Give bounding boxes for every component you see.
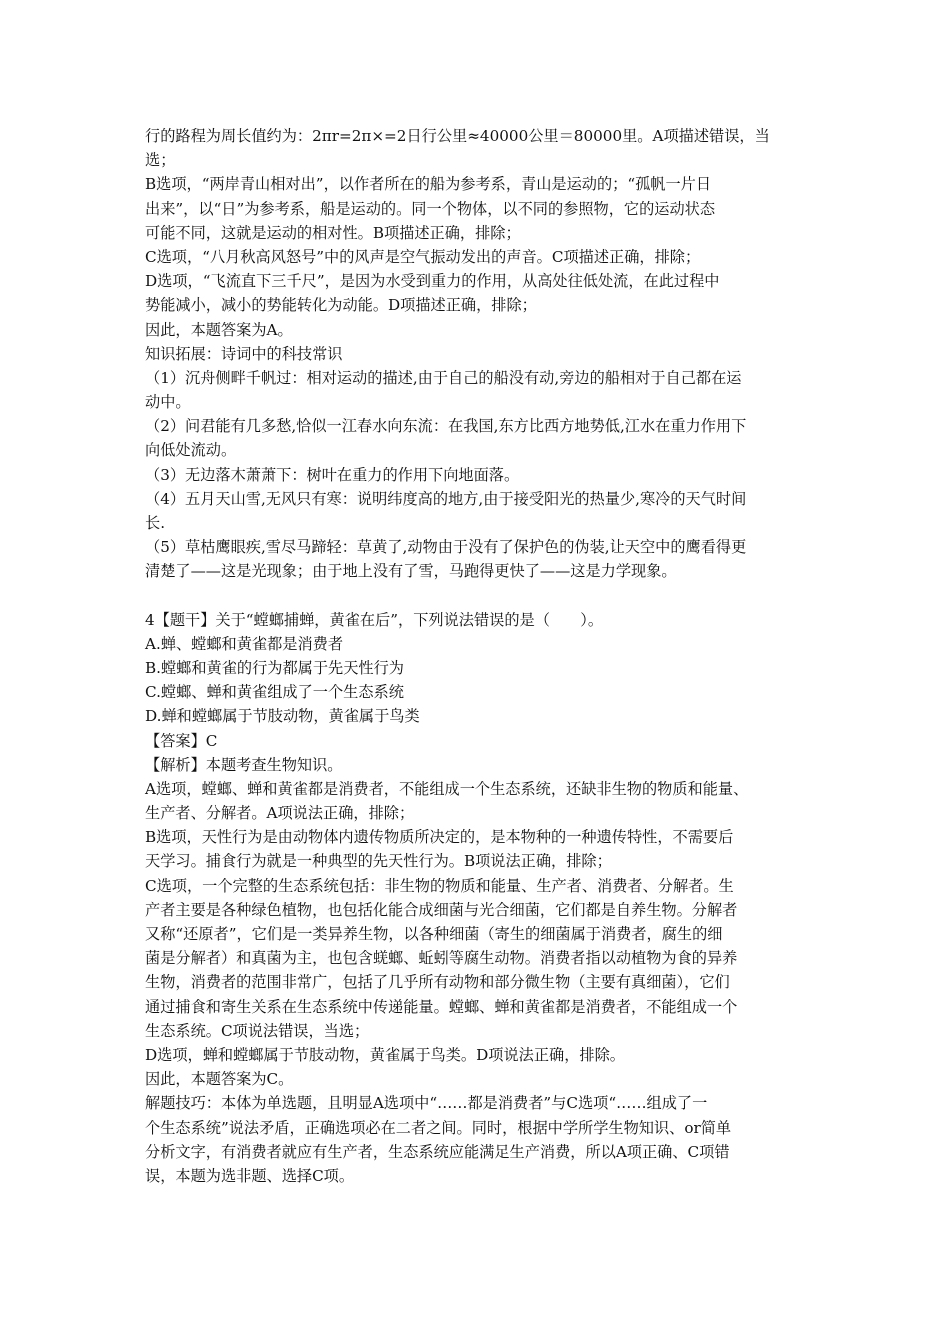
- text-line: 分析文字，有消费者就应有生产者，生态系统应能满足生产消费，所以A项正确、C项错: [145, 1142, 730, 1161]
- text-line: 可能不同，这就是运动的相对性。B项描述正确，排除；: [145, 223, 521, 242]
- analysis-heading: 【解析】本题考查生物知识。: [145, 755, 343, 774]
- text-line: 通过捕食和寄生关系在生态系统中传递能量。螳螂、蝉和黄雀都是消费者，不能组成一个: [145, 997, 738, 1016]
- text-line: B选项，天性行为是由动物体内遗传物质所决定的，是本物种的一种遗传特性，不需要后: [145, 828, 734, 847]
- text-line: 清楚了——这是光现象；由于地上没有了雪，马跑得更快了——这是力学现象。: [145, 562, 677, 581]
- text-line: （1）沉舟侧畔千帆过：相对运动的描述,由于自己的船没有动,旁边的船相对于自己都在运: [145, 368, 742, 387]
- text-line: （5）草枯鹰眼疾,雪尽马蹄轻：草黄了,动物由于没有了保护色的伪装,让天空中的鹰看得更: [145, 538, 747, 557]
- text-line: 误，本题为选非题、选择C项。: [145, 1166, 355, 1185]
- text-line: （2）问君能有几多愁,恰似一江春水向东流：在我国,东方比西方地势低,江水在重力作用下: [145, 417, 747, 436]
- option-c: C.螳螂、蝉和黄雀组成了一个生态系统: [145, 683, 404, 702]
- option-d: D.蝉和螳螂属于节肢动物，黄雀属于鸟类: [145, 707, 420, 726]
- text-line: C选项，一个完整的生态系统包括：非生物的物质和能量、生产者、消费者、分解者。生: [145, 876, 734, 895]
- text-line: （4）五月天山雪,无风只有寒：说明纬度高的地方,由于接受阳光的热量少,寒冷的天气时间: [145, 489, 747, 508]
- text-line: C选项，“八月秋高风怒号”中的风声是空气振动发出的声音。C项描述正确，排除；: [145, 247, 701, 266]
- text-line: 势能减小，减小的势能转化为动能。D项描述正确，排除；: [145, 296, 537, 315]
- text-line: 解题技巧：本体为单选题，且明显A选项中“……都是消费者”与C选项“……组成了一: [145, 1094, 708, 1113]
- text-line: 向低处流动。: [145, 441, 237, 460]
- text-line: 出来”，以“日”为参考系，船是运动的。同一个物体，以不同的参照物，它的运动状态: [145, 199, 716, 218]
- blank-line: [145, 584, 815, 608]
- text-line: B选项，“两岸青山相对出”，以作者所在的船为参考系，青山是运动的；“孤帆一片日: [145, 175, 712, 194]
- text-line: 天学习。捕食行为就是一种典型的先天性行为。B项说法正确，排除；: [145, 852, 612, 871]
- text-line: D选项，“飞流直下三千尺”，是因为水受到重力的作用，从高处往低处流，在此过程中: [145, 272, 720, 291]
- document-body: [145, 124, 815, 1188]
- option-a: A.蝉、螳螂和黄雀都是消费者: [145, 634, 344, 653]
- question-stem: 4【题干】关于“螳螂捕蝉，黄雀在后”，下列说法错误的是（ ）。: [145, 610, 604, 629]
- text-line: 个生态系统”说法矛盾，正确选项必在二者之间。同时，根据中学所学生物知识、or简单: [145, 1118, 732, 1137]
- text-line: 菌是分解者）和真菌为主，也包含蜣螂、蚯蚓等腐生动物。消费者指以动植物为食的异养: [145, 949, 738, 968]
- text-line: 产者主要是各种绿色植物，也包括化能合成细菌与光合细菌，它们都是自养生物。分解者: [145, 900, 738, 919]
- text-line: 长.: [145, 514, 166, 532]
- option-b: B.螳螂和黄雀的行为都属于先天性行为: [145, 658, 404, 677]
- text-line: D选项，蝉和螳螂属于节肢动物，黄雀属于鸟类。D项说法正确，排除。: [145, 1045, 625, 1064]
- text-line: 生态系统。C项说法错误，当选；: [145, 1021, 370, 1040]
- text-line: 选；: [145, 151, 176, 170]
- text-line: 生物，消费者的范围非常广，包括了几乎所有动物和部分微生物（主要有真细菌），它们: [145, 973, 730, 992]
- text-line: 因此，本题答案为A。: [145, 320, 293, 339]
- text-line: 动中。: [145, 393, 191, 412]
- text-line: 又称“还原者”，它们是一类异养生物，以各种细菌（寄生的细菌属于消费者，腐生的细: [145, 925, 723, 943]
- text-line: 行的路程为周长值约为：2πr=2π×=2日行公里≈40000公里＝80000里。A项描述错误，当: [145, 127, 770, 145]
- text-line: 生产者、分解者。A项说法正确，排除；: [145, 804, 415, 823]
- answer-line: 【答案】C: [145, 731, 218, 750]
- text-line: （3）无边落木萧萧下：树叶在重力的作用下向地面落。: [145, 465, 520, 484]
- section-heading: 知识拓展：诗词中的科技常识: [145, 344, 343, 363]
- text-line: A选项，螳螂、蝉和黄雀都是消费者，不能组成一个生态系统，还缺非生物的物质和能量、: [145, 779, 749, 798]
- text-line: 因此，本题答案为C。: [145, 1070, 294, 1089]
